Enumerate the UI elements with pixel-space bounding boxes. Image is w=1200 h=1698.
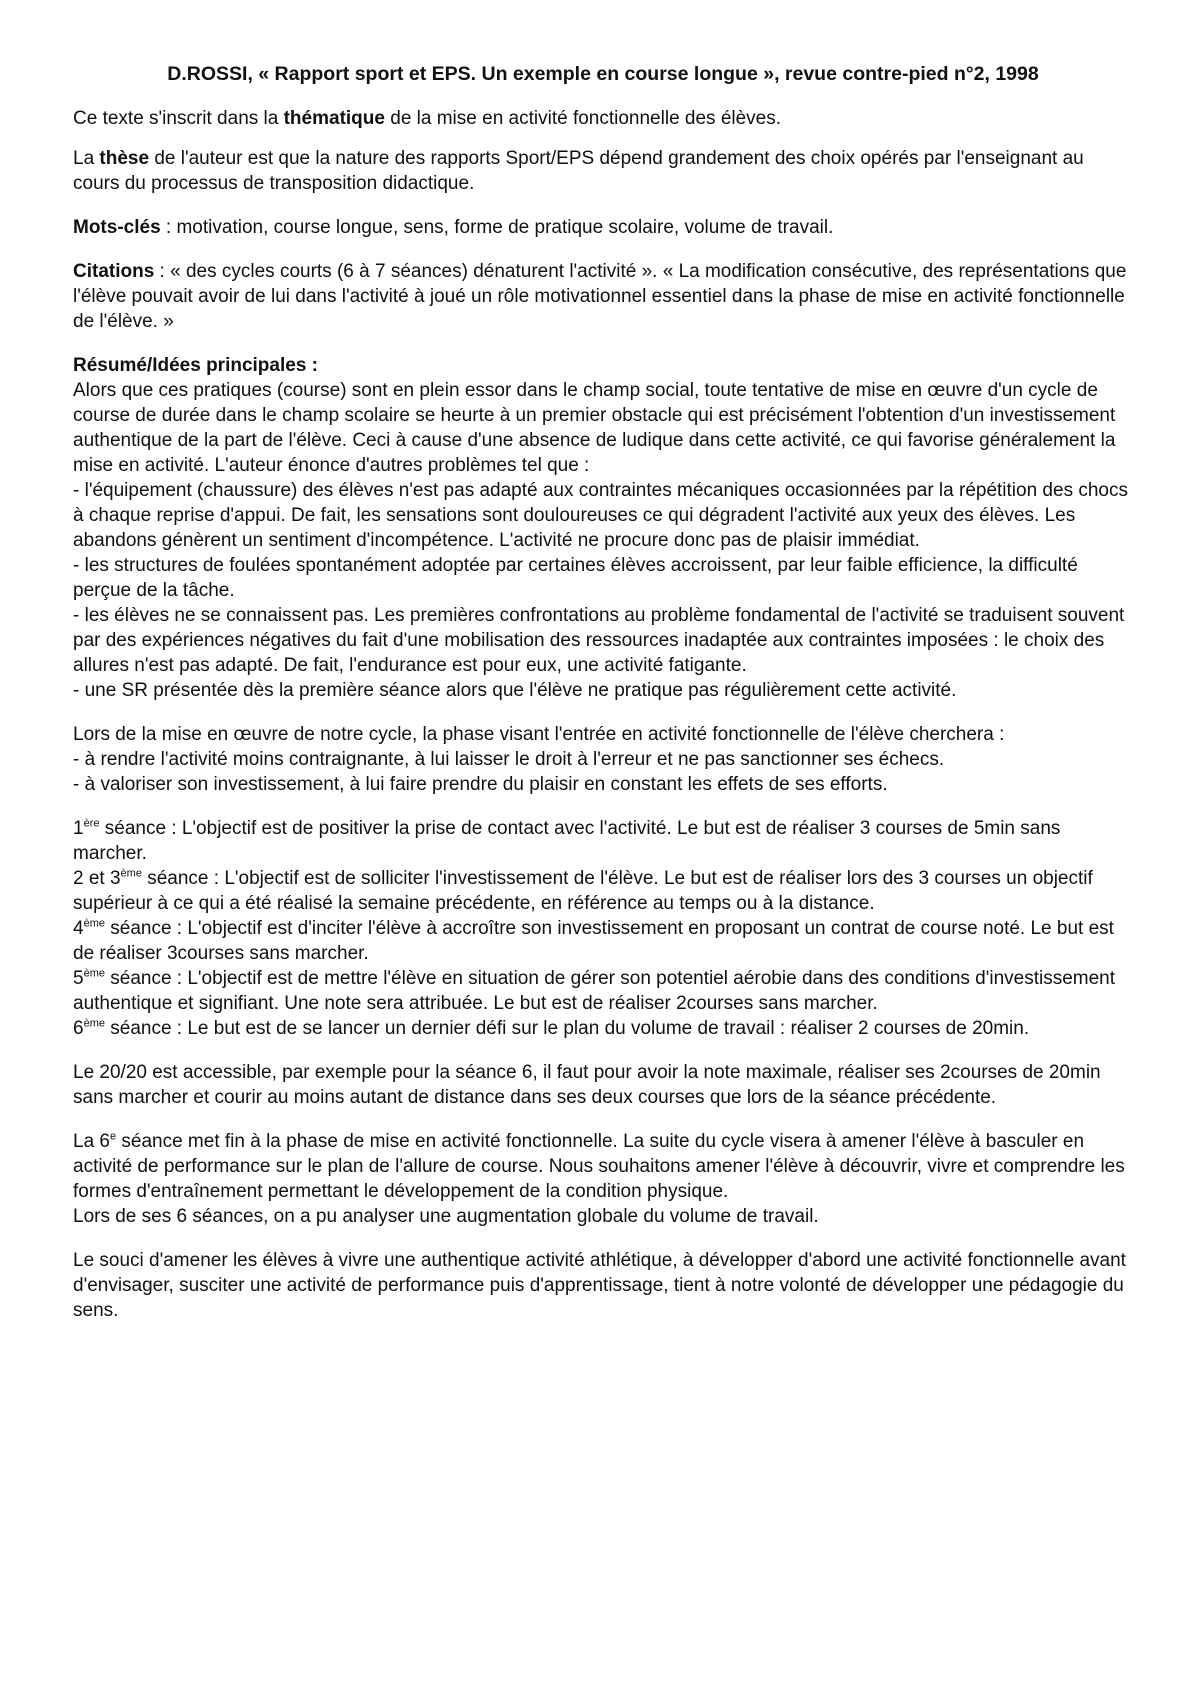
- note-paragraph: Le 20/20 est accessible, par exemple pour la séance 6, il faut pour avoir la note maximale, réaliser ses 2courses de 20min sans marcher et courir au moins autant de distance dans ses deux courses que lors de la séance précédente.: [73, 1062, 1101, 1108]
- document-page: [73, 62, 1133, 1323]
- seance-number: 6: [73, 1018, 84, 1039]
- seance-item: [73, 866, 1133, 916]
- seance-text: séance : L'objectif est de positiver la prise de contact avec l'activité. Le but est de réaliser 3 courses de 5min sans marcher.: [73, 818, 1061, 864]
- seance-ordinal: ème: [83, 917, 105, 930]
- citations-label: Citations: [73, 261, 155, 282]
- fin-text: séance met fin à la phase de mise en activité fonctionnelle. La suite du cycle visera à amener l'élève à basculer en activité de performance sur le plan de l'allure de course. Nous souhaitons amener l'élève à découvrir, vivre et comprendre les formes d'entraînement permettant le développement de la condition physique.: [73, 1131, 1125, 1202]
- resume-line: - les élèves ne se connaissent pas. Les premières confrontations au problème fondamental de l'activité se traduisent souvent par des expériences négatives du fait d'une mobilisation des ressources inadaptée aux contraintes imposées : le choix des allures n'est pas adapté. De fait, l'endurance est pour eux, une activité fatigante.: [73, 605, 1125, 676]
- resume-line: - l'équipement (chaussure) des élèves n'est pas adapté aux contraintes mécaniques occasionnées par la répétition des chocs à chaque reprise d'appui. De fait, les sensations sont douloureuses ce qui dégradent l'activité aux yeux des élèves. Les abandons génèrent un sentiment d'incompétence. L'activité ne procure donc pas de plaisir immédiat.: [73, 480, 1128, 551]
- resume-line: - une SR présentée dès la première séance alors que l'élève ne pratique pas régulièrement cette activité.: [73, 680, 957, 701]
- mots-cles-label: Mots-clés: [73, 217, 161, 238]
- document-title: D.ROSSI, « Rapport sport et EPS. Un exemple en course longue », revue contre-pied n°2, 1998: [167, 63, 1039, 85]
- fin-prefix: La 6: [73, 1131, 110, 1152]
- seance-number: 5: [73, 968, 84, 989]
- resume-line: Alors que ces pratiques (course) sont en plein essor dans le champ social, toute tentative de mise en œuvre d'un cycle de course de durée dans le champ scolaire se heurte à un premier obstacle qui est précisément l'obtention d'un investissement authentique de la part de l'élève. Ceci à cause d'une absence de ludique dans cette activité, ce qui favorise généralement la mise en activité. L'auteur énonce d'autres problèmes tel que :: [73, 380, 1116, 476]
- seances-section: [73, 816, 1133, 1041]
- citations-paragraph: [73, 259, 1133, 334]
- thematique-paragraph: [73, 106, 1133, 131]
- mots-cles-text: : motivation, course longue, sens, forme de pratique scolaire, volume de travail.: [160, 217, 834, 238]
- seance-number: 1: [73, 818, 84, 839]
- resume-line: - les structures de foulées spontanément adoptée par certaines élèves accroissent, par leur faible efficience, la difficulté perçue de la tâche.: [73, 555, 1078, 601]
- seance-ordinal: ère: [83, 817, 100, 830]
- seance-ordinal: ème: [83, 1017, 105, 1030]
- seance-number: 4: [73, 918, 84, 939]
- seance-text: séance : L'objectif est de mettre l'élève en situation de gérer son potentiel aérobie dans des conditions d'investissement authentique et signifiant. Une note sera attribuée. Le but est de réaliser 2courses sans marcher.: [73, 968, 1116, 1014]
- fin-paragraph: [73, 1129, 1133, 1204]
- cycle-section: [73, 722, 1133, 797]
- seance-item: [73, 816, 1133, 866]
- citations-text: : « des cycles courts (6 à 7 séances) dénaturent l'activité ». « La modification consécutive, des représentations que l'élève pouvait avoir de lui dans l'activité à joué un rôle motivationnel essentiel dans la phase de mise en activité fonctionnelle de l'élève. »: [73, 261, 1127, 332]
- fin-ordinal: e: [109, 1130, 117, 1143]
- resume-heading-text: Résumé/Idées principales :: [73, 355, 318, 376]
- conclusion-paragraph: Le souci d'amener les élèves à vivre une authentique activité athlétique, à développer d'abord une activité fonctionnelle avant d'envisager, susciter une activité de performance puis d'apprentissage, tient à notre volonté de développer une pédagogie du sens.: [73, 1250, 1126, 1321]
- seance-item: [73, 1016, 1133, 1041]
- seance-item: [73, 966, 1133, 1016]
- these-text-after: de l'auteur est que la nature des rapports Sport/EPS dépend grandement des choix opérés par l'enseignant au cours du processus de transposition didactique.: [73, 148, 1084, 194]
- seance-text: séance : Le but est de se lancer un dernier défi sur le plan du volume de travail : réaliser 2 courses de 20min.: [104, 1018, 1030, 1039]
- fin-volume-line: Lors de ses 6 séances, on a pu analyser une augmentation globale du volume de travail.: [73, 1206, 819, 1227]
- seance-text: séance : L'objectif est d'inciter l'élève à accroître son investissement en proposant un contrat de course noté. Le but est de réaliser 3courses sans marcher.: [73, 918, 1114, 964]
- cycle-line: - à valoriser son investissement, à lui faire prendre du plaisir en constant les effets de ses efforts.: [73, 774, 888, 795]
- thematique-text-before: Ce texte s'inscrit dans la: [73, 108, 284, 129]
- seance-number: 2 et 3: [73, 868, 121, 889]
- these-paragraph: [73, 146, 1133, 196]
- resume-section: [73, 353, 1133, 703]
- seance-ordinal: ème: [120, 867, 142, 880]
- fin-section: [73, 1129, 1133, 1229]
- mots-cles-paragraph: [73, 215, 1133, 240]
- thematique-keyword: thématique: [283, 108, 385, 129]
- these-keyword: thèse: [99, 148, 150, 169]
- these-text-before: La: [73, 148, 100, 169]
- seance-text: séance : L'objectif est de solliciter l'investissement de l'élève. Le but est de réaliser lors des 3 courses un objectif supérieur à ce qui a été réalisé la semaine précédente, en référence au temps ou à la distance.: [73, 868, 1093, 914]
- cycle-line: Lors de la mise en œuvre de notre cycle, la phase visant l'entrée en activité fonctionnelle de l'élève cherchera :: [73, 724, 1005, 745]
- cycle-line: - à rendre l'activité moins contraignante, à lui laisser le droit à l'erreur et ne pas sanctionner ses échecs.: [73, 749, 945, 770]
- seance-ordinal: ème: [83, 967, 105, 980]
- resume-heading: [73, 353, 1133, 378]
- thematique-text-after: de la mise en activité fonctionnelle des élèves.: [384, 108, 782, 129]
- seance-item: [73, 916, 1133, 966]
